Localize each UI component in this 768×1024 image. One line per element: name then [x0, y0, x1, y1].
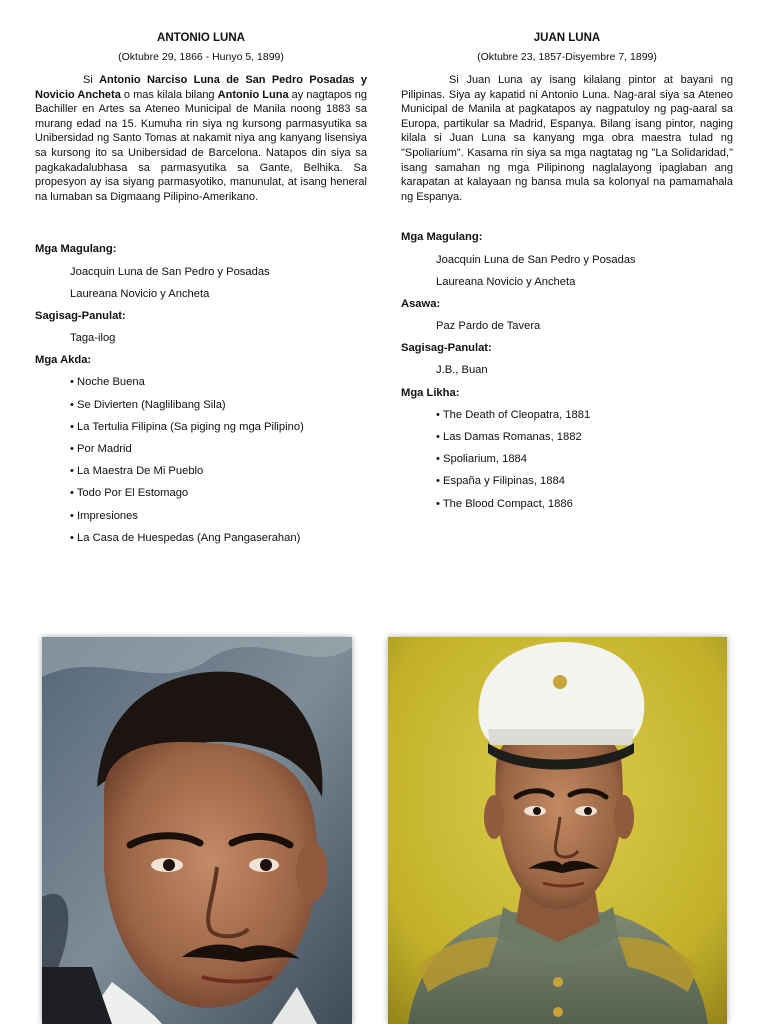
spouse-label: Asawa:: [401, 297, 441, 310]
juan-luna-bio: Si Juan Luna ay isang kilalang pintor at bayani ng Pilipinas. Siya ay kapatid ni Antonio Luna. Nag-aral siya sa Ateneo Municipal de Manila at pagkatapos ay nagpatuloy ng pag-aaral sa Europa, partikular sa Madrid, Espanya. Bilang isang pintor, naging kilala si Juan Luna sa kanyang mga obra maestra tulad ng "Spoliarium". Kasama rin siya sa mga nagtatag ng "La Solidaridad," isang samahan ng mga Pilipinong naglalayong ipaglaban ang karapatan at kalayaan ng bansa mula sa kolonyal na pamamahala ng Espanya.: [401, 74, 733, 203]
parent-item: Laureana Novicio y Ancheta: [436, 275, 576, 288]
juan-luna-title: JUAN LUNA: [533, 32, 601, 44]
work-item: • La Maestra De Mi Pueblo: [70, 465, 204, 478]
work-item: • La Tertulia Filipina (Sa piging ng mga Pilipino): [70, 420, 304, 433]
works-label: Mga Likha:: [401, 386, 460, 399]
work-item: • Impresiones: [70, 509, 138, 522]
work-item: • Las Damas Romanas, 1882: [436, 431, 582, 444]
antonio-luna-bio: [35, 73, 367, 204]
parents-label: Mga Magulang:: [35, 243, 117, 256]
work-item: • The Blood Compact, 1886: [436, 497, 573, 510]
pen-name-label: Sagisag-Panulat:: [401, 342, 492, 355]
juan-luna-column: [401, 32, 733, 515]
antonio-luna-column: [35, 32, 367, 549]
antonio-luna-title: ANTONIO LUNA: [157, 32, 245, 44]
pen-name-item: Taga-ilog: [70, 332, 116, 345]
bio-text: Si: [83, 74, 100, 86]
bio-text: o mas kilala bilang: [120, 88, 218, 101]
bio-shortname: Antonio Luna: [217, 88, 289, 101]
parent-item: Joacquin Luna de San Pedro y Posadas: [436, 253, 636, 266]
spouse-item: Paz Pardo de Tavera: [436, 320, 541, 333]
juan-luna-portrait: [388, 637, 727, 1024]
bio-text: ay nagtapos ng Bachiller en Artes sa Ateneo Municipal de Manila noong 1883 sa murang edad na 15. Kumuha rin siya ng kursong parmasyutika sa Unibersidad ng Santo Tomas at nakamit niya ang kanyang lisensiya sa kursong ito sa Unibersidad de Barcelona. Natapos din siya sa pagkakadalubhasa sa parmasyutika sa Gante, Belhika. Sa propesyon ay isa siyang parmasyotiko, manunulat, at isang heneral na lumaban sa Digmaang Pilipino-Amerikano.: [35, 88, 367, 203]
work-item: • Todo Por El Estomago: [70, 487, 189, 500]
works-label: Mga Akda:: [35, 354, 92, 367]
parent-item: Joacquin Luna de San Pedro y Posadas: [70, 265, 270, 278]
work-item: • España y Filipinas, 1884: [436, 475, 565, 488]
parent-item: Laureana Novicio y Ancheta: [70, 287, 210, 300]
pen-name-label: Sagisag-Panulat:: [35, 309, 126, 322]
work-item: • La Casa de Huespedas (Ang Pangaserahan): [70, 531, 301, 544]
work-item: • Se Divierten (Naglilibang Sila): [70, 398, 226, 411]
bio-fullname: Antonio Narciso Luna de San Pedro Posadas y Novicio Ancheta: [35, 74, 367, 101]
work-item: • Spoliarium, 1884: [436, 453, 527, 466]
juan-luna-dates: (Oktubre 23, 1857-Disyembre 7, 1899): [477, 51, 657, 63]
pen-name-item: J.B., Buan: [436, 364, 488, 377]
antonio-luna-dates: (Oktubre 29, 1866 - Hunyo 5, 1899): [118, 51, 284, 63]
work-item: • The Death of Cleopatra, 1881: [436, 408, 591, 421]
antonio-luna-portrait: [42, 637, 352, 1024]
work-item: • Noche Buena: [70, 376, 145, 389]
parents-label: Mga Magulang:: [401, 231, 483, 244]
work-item: • Por Madrid: [70, 443, 132, 456]
